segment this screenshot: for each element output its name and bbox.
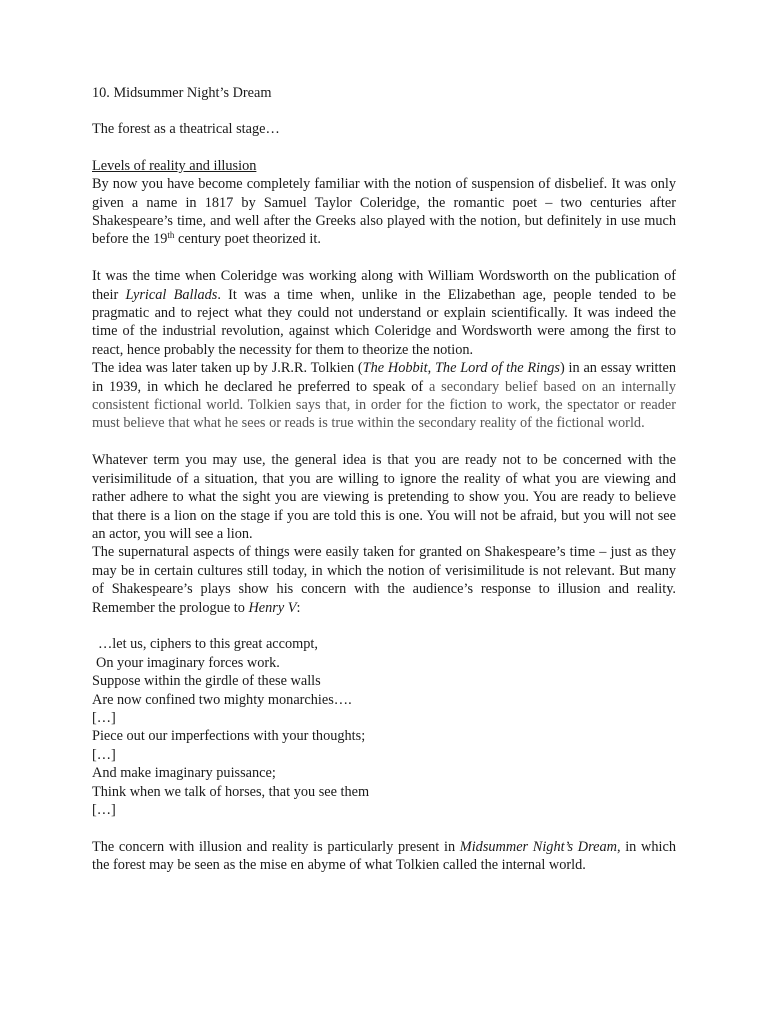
p5-text-b: : <box>296 599 301 616</box>
verse-line: Suppose within the girdle of these walls <box>92 673 321 690</box>
verse-line: Piece out our imperfections with your thoughts; <box>92 728 366 745</box>
verse-line: On your imaginary forces work. <box>96 654 280 671</box>
doc-title: 10. Midsummer Night’s Dream <box>92 85 272 101</box>
verse-line: And make imaginary puissance; <box>92 765 276 782</box>
paragraph-2 <box>92 267 676 359</box>
p2-text-b: . It was a time when, unlike in the Elizabethan age, people tended to be pragmatic and to reject what they could not understand or explain scientifically. It was indeed the time of the industrial revolution, against which Coleridge and Wordsworth were among the first to react, hence probably the necessity for them to theorize the notion. <box>92 286 676 358</box>
p6-italic: Midsummer Night’s Dream <box>459 838 617 855</box>
section-heading: Levels of reality and illusion <box>92 157 257 174</box>
paragraph-5 <box>92 543 676 617</box>
p2-text-a: It was the time when Coleridge was working along with William Wordsworth on the publication of their <box>92 268 676 303</box>
p3-text-b: ) in an essay written in 1939, in which he declared he preferred to speak of <box>92 360 676 395</box>
p6-text-a: The concern with illusion and reality is particularly present in <box>92 838 460 855</box>
p5-text-a: The supernatural aspects of things were easily taken for granted on Shakespeare’s time – just as they may be in certain cultures still today, in which the notion of verisimilitude is not relevant. But many of Shakespeare’s plays show his concern with the audience’s response to illusion and reality. Remember the prologue to <box>92 544 676 616</box>
p3-italic-1: The Hobbit <box>362 360 428 377</box>
paragraph-3 <box>92 359 676 433</box>
verse-line: Are now confined two mighty monarchies…. <box>92 691 352 708</box>
paragraph-1 <box>92 175 676 249</box>
p3-sep: , <box>427 360 435 377</box>
verse-quote <box>92 635 676 819</box>
paragraph-6 <box>92 838 676 875</box>
doc-subtitle: The forest as a theatrical stage… <box>92 121 280 138</box>
p1-text-a: By now you have become completely familiar with the notion of suspension of disbelief. It was only given a name in 1817 by Samuel Taylor Coleridge, the romantic poet – two centuries after Shakespeare’s time, and well after the Greeks also played with the notion, but definitely in use much before the 19 <box>92 176 676 248</box>
p5-italic: Henry V <box>248 599 297 616</box>
verse-line: …let us, ciphers to this great accompt, <box>98 636 318 653</box>
p3-text-c: a secondary belief based on an internally consistent fictional world. Tolkien says that, in order for the fiction to work, the spectator or reader must believe that what he sees or reads is true within the secondary reality of the fictional world. <box>92 378 676 432</box>
verse-line: […] <box>92 801 116 818</box>
p1-superscript: th <box>167 230 175 241</box>
p2-italic: Lyrical Ballads <box>125 286 218 303</box>
verse-line: Think when we talk of horses, that you see them <box>92 783 370 800</box>
p6-text-b: , in which the forest may be seen as the mise en abyme of what Tolkien called the internal world. <box>92 838 676 874</box>
p1-text-b: century poet theorized it. <box>174 231 321 248</box>
paragraph-4: Whatever term you may use, the general idea is that you are ready not to be concerned with the verisimilitude of a situation, that you are willing to ignore the reality of what you are viewing and rather adhere to what the sight you are viewing is pretending to show you. You are ready to believe that there is a lion on the stage if you are told this is one. You will not be afraid, but you will not see an actor, you will see a lion. <box>92 452 676 542</box>
p3-text-a: The idea was later taken up by J.R.R. Tolkien ( <box>92 360 363 377</box>
verse-line: […] <box>92 746 116 763</box>
p3-italic-2: The Lord of the Rings <box>434 360 560 377</box>
verse-line: […] <box>92 709 116 726</box>
